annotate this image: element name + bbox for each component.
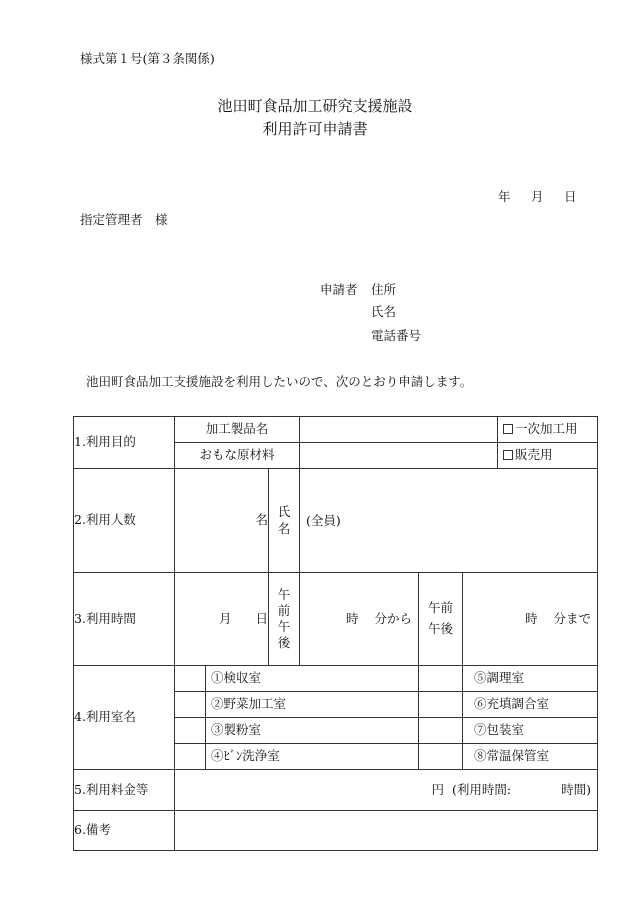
notes-row [74, 811, 598, 851]
room-item: ④ﾋﾞﾝ洗浄室 [206, 744, 419, 770]
ampm-char: 前 [277, 602, 291, 618]
ampm-line: 午後 [427, 621, 453, 636]
users-name-label [269, 469, 300, 573]
time-end-ampm[interactable] [419, 573, 463, 666]
fee-row [74, 770, 598, 811]
application-table [73, 416, 598, 851]
purpose-row-1 [74, 417, 598, 443]
time-start-hour-label: 時 [345, 610, 359, 626]
raw-material-label: おもな原材料 [175, 443, 300, 469]
time-day-label: 日 [255, 610, 268, 626]
purpose-header: 1.利用目的 [74, 417, 175, 469]
applicant-label: 申請者 [320, 282, 358, 297]
form-number: 様式第１号(第３条関係) [80, 51, 215, 66]
room-item: ⑧常温保管室 [463, 744, 598, 770]
users-name-label-char1: 氏 [277, 504, 291, 520]
form-title-line2: 利用許可申請書 [262, 120, 368, 138]
room-item: ⑤調理室 [463, 666, 598, 692]
ampm-char: 午 [277, 619, 291, 634]
ampm-char: 後 [277, 635, 291, 651]
purpose-option-primary-label: 一次加工用 [515, 421, 578, 437]
applicant-name-label: 氏名 [371, 304, 397, 319]
rooms-row-1 [74, 666, 598, 692]
date-month-label: 月 [531, 189, 544, 204]
date-day-label: 日 [564, 189, 577, 204]
users-row [74, 469, 598, 573]
ampm-char: 午 [277, 586, 291, 602]
purpose-option-primary[interactable] [498, 417, 598, 443]
room-check-cell[interactable] [175, 718, 206, 744]
applicant-address-label: 住所 [371, 282, 397, 297]
checkbox-icon[interactable] [503, 424, 513, 434]
room-check-cell[interactable] [419, 692, 463, 718]
addressee: 指定管理者 様 [80, 212, 168, 227]
fee-usage-close-label: 時間) [561, 781, 592, 797]
purpose-option-sales-label: 販売用 [515, 447, 553, 463]
time-start-field[interactable] [300, 573, 419, 666]
users-header: 2.利用人数 [74, 469, 175, 573]
room-item: ⑦包装室 [463, 718, 598, 744]
fee-header: 5.利用料金等 [74, 770, 175, 811]
time-header: 3.利用時間 [74, 573, 175, 666]
product-name-field[interactable] [300, 417, 498, 443]
raw-material-field[interactable] [300, 443, 498, 469]
time-end-to-label: 分まで [553, 610, 592, 626]
applicant-phone-label: 電話番号 [371, 328, 422, 343]
notes-field[interactable] [175, 811, 598, 851]
room-check-cell[interactable] [175, 666, 206, 692]
notes-header: 6.備考 [74, 811, 175, 851]
users-name-label-char2: 名 [277, 520, 291, 536]
users-all-members-label: (全員) [306, 513, 341, 529]
fee-field[interactable] [175, 770, 598, 811]
room-check-cell[interactable] [175, 692, 206, 718]
date-year-label: 年 [498, 189, 511, 204]
time-start-from-label: 分から [374, 610, 412, 626]
fee-yen-label: 円 [431, 781, 445, 797]
time-month-label: 月 [218, 610, 232, 626]
room-check-cell[interactable] [419, 718, 463, 744]
fee-usage-open-label: (利用時間: [452, 781, 512, 797]
time-row [74, 573, 598, 666]
intro-text: 池田町食品加工支援施設を利用したいので、次のとおり申請します。 [86, 374, 473, 389]
purpose-option-sales[interactable] [498, 443, 598, 469]
users-count-unit: 名 [255, 512, 268, 528]
time-end-hour-label: 時 [524, 610, 538, 626]
users-count-field[interactable] [175, 469, 269, 573]
room-item: ⑥充填調合室 [463, 692, 598, 718]
ampm-line: 午前 [427, 600, 453, 616]
room-item: ②野菜加工室 [206, 692, 419, 718]
users-names-field[interactable] [300, 469, 598, 573]
time-start-ampm[interactable] [269, 573, 300, 666]
room-check-cell[interactable] [419, 666, 463, 692]
product-name-label: 加工製品名 [175, 417, 300, 443]
room-check-cell[interactable] [175, 744, 206, 770]
rooms-header: 4.利用室名 [74, 666, 175, 770]
room-check-cell[interactable] [419, 744, 463, 770]
form-title-line1: 池田町食品加工研究支援施設 [217, 97, 413, 115]
time-end-field[interactable] [463, 573, 598, 666]
room-item: ③製粉室 [206, 718, 419, 744]
time-date-field[interactable] [175, 573, 269, 666]
room-item: ①検収室 [206, 666, 419, 692]
checkbox-icon[interactable] [503, 450, 513, 460]
